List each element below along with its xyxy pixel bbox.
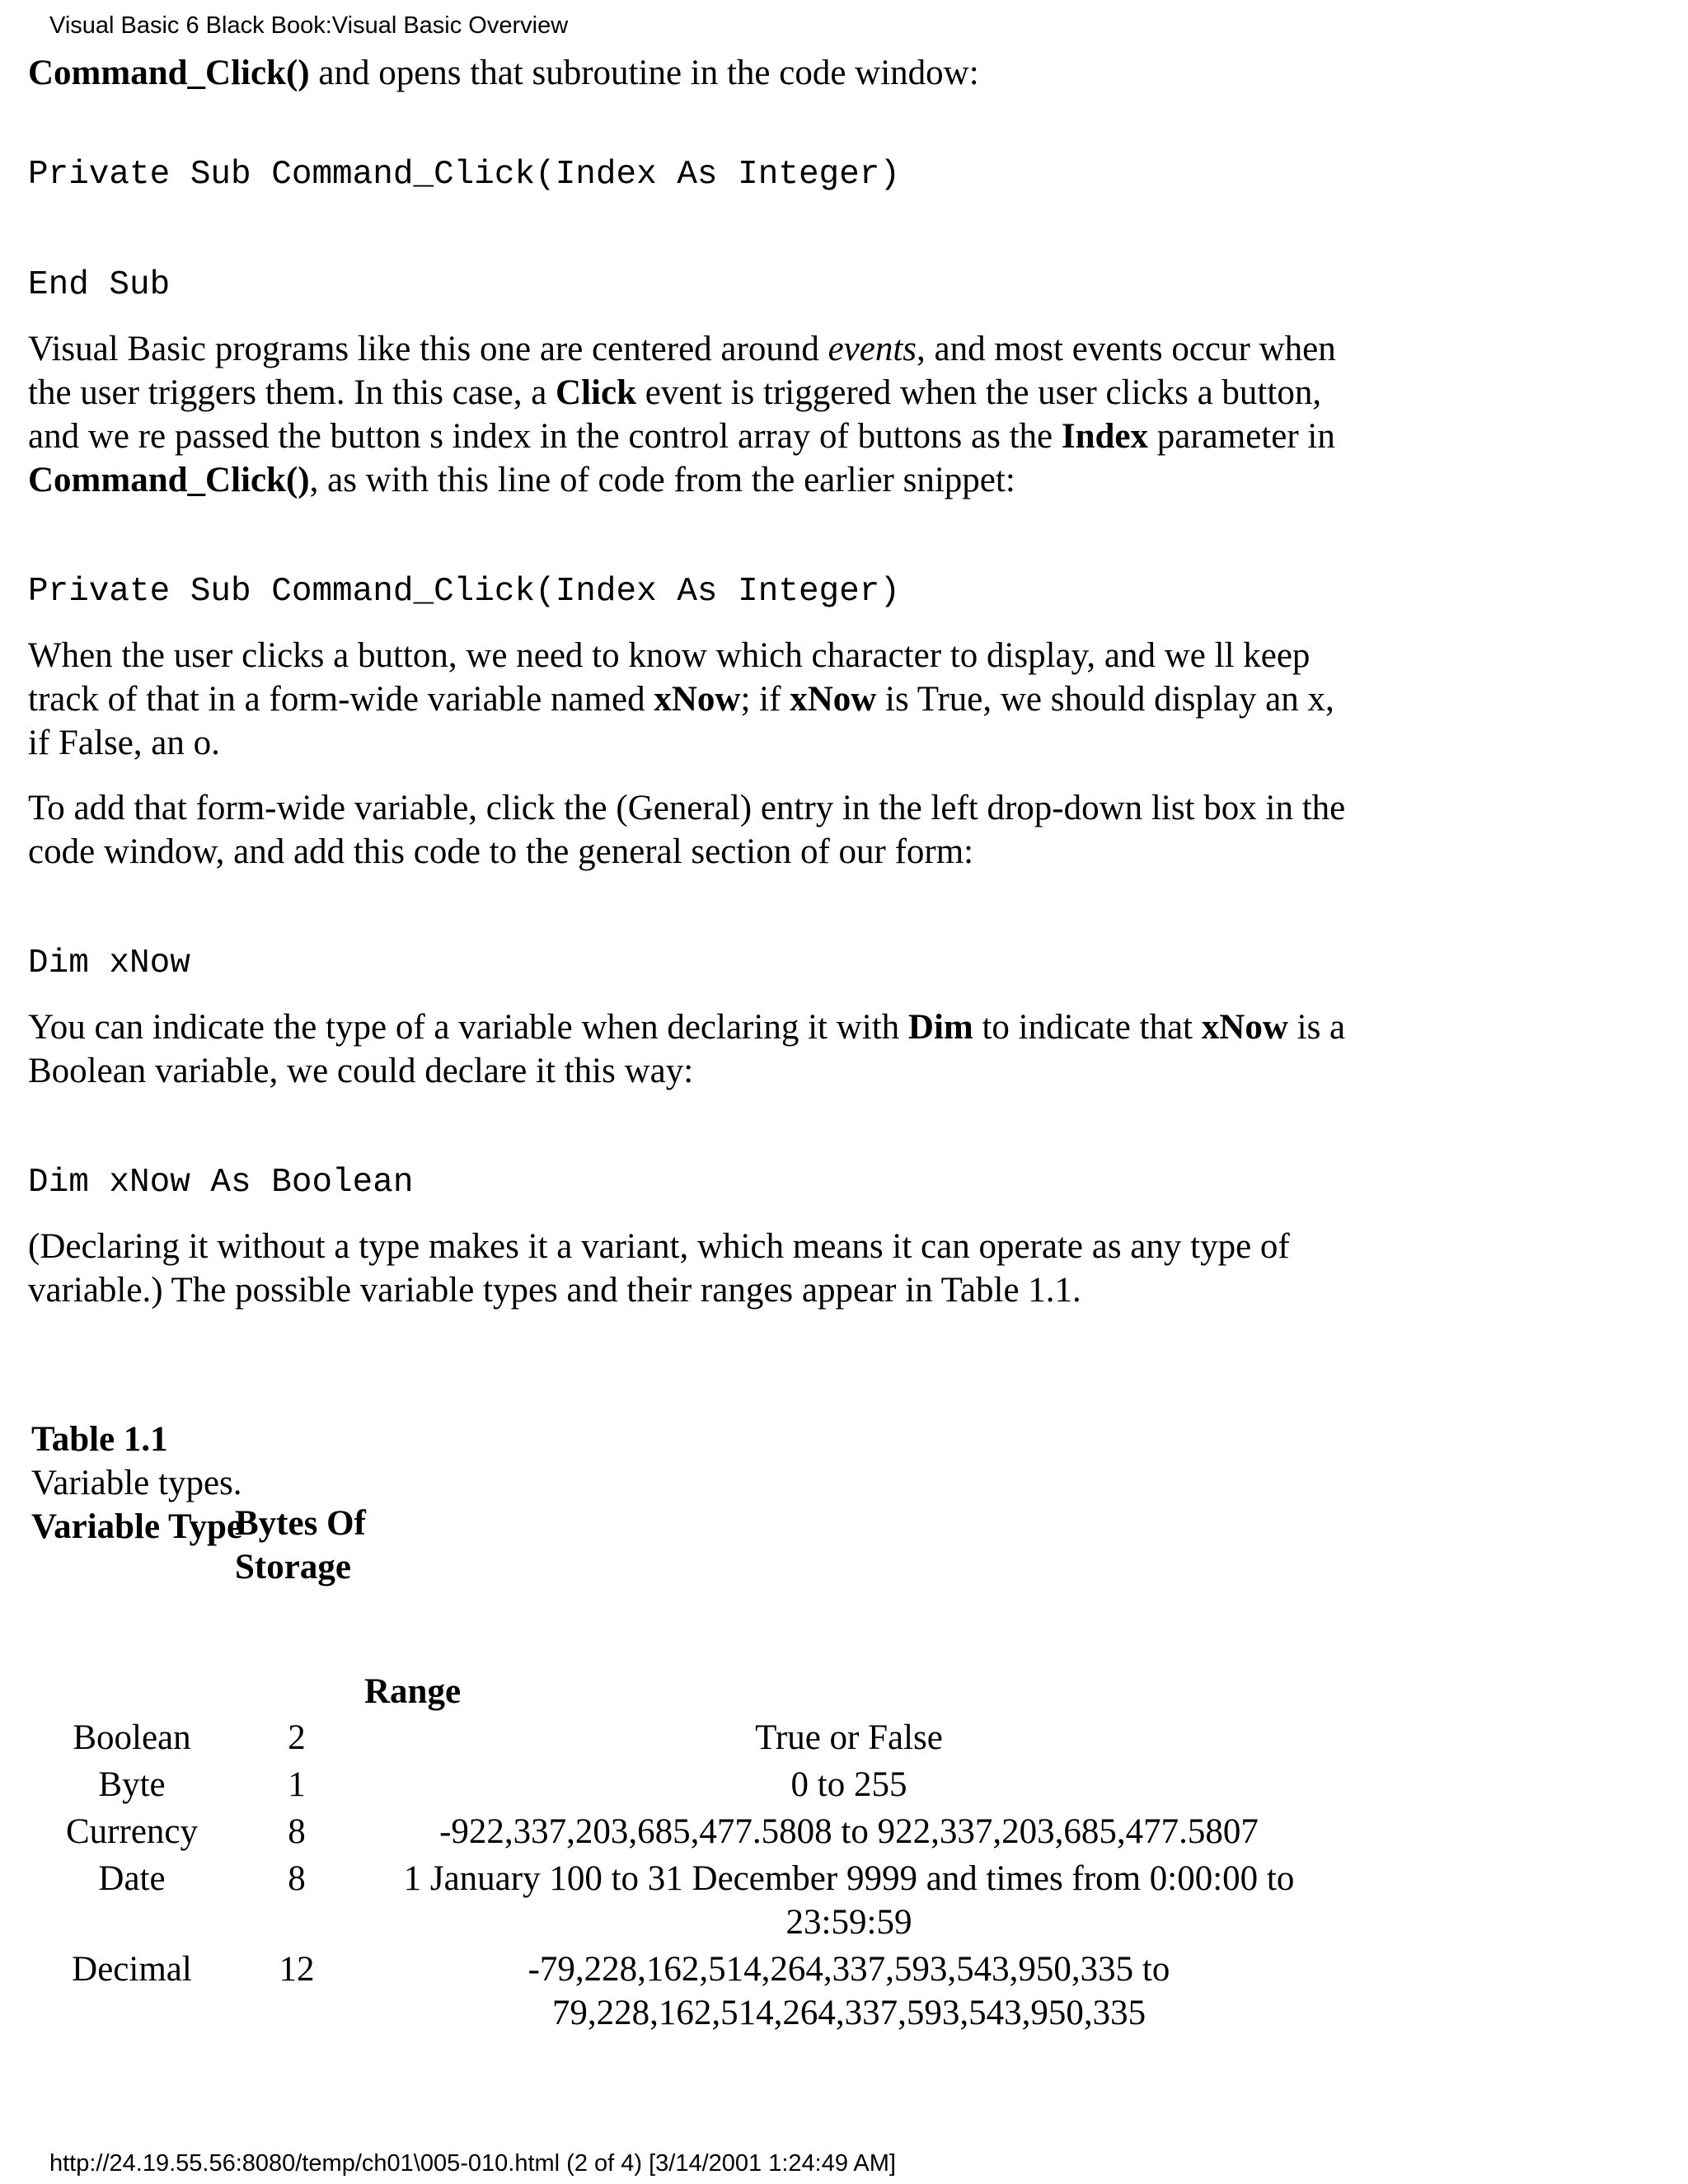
- table-cell-type: Byte: [98, 1765, 166, 1804]
- table-cell-range: 1 January 100 to 31 December 9999 and times from 0:00:00 to 23:59:59: [403, 1859, 1295, 1942]
- table-header-type: Variable Type: [31, 1507, 243, 1546]
- table-caption: [31, 1418, 246, 1549]
- text-run: , as with this line of code from the earlier snippet:: [309, 461, 1015, 499]
- table-cell-bytes: 1: [288, 1765, 306, 1804]
- code-line: Private Sub Command_Click(Index As Integer): [28, 156, 900, 194]
- text-run: parameter in: [1148, 417, 1335, 456]
- table-cell-range: -922,337,203,685,477.5808 to 922,337,203,685,477.5807: [439, 1812, 1259, 1851]
- code-line: End Sub: [28, 266, 171, 304]
- page-body: [28, 51, 1347, 1312]
- bold-run: Command_Click(): [28, 461, 310, 499]
- paragraph-events: [28, 327, 1347, 502]
- paragraph-xnow: [28, 634, 1347, 765]
- table-cell-range: 0 to 255: [790, 1765, 907, 1804]
- table-cell-type: Date: [98, 1859, 166, 1898]
- paragraph-dim: [28, 1005, 1347, 1093]
- table-cell-bytes: 2: [288, 1718, 306, 1757]
- page-footer: http://24.19.55.56:8080/temp/ch01\005-010.html (2 of 4) [3/14/2001 1:24:49 AM]: [49, 2150, 896, 2177]
- text-run: , and most events occur when the user triggers them. In this case, a: [28, 330, 1336, 412]
- table-caption-text: Variable types.: [31, 1464, 242, 1502]
- table-cell-bytes: 8: [288, 1812, 306, 1851]
- text-run: You can indicate the type of a variable when declaring it with: [28, 1008, 908, 1047]
- text-run: When the user clicks a button, we need to know which character to display, and we ll keep track of that in a form-wide variable named: [28, 636, 1311, 719]
- bold-run: xNow: [654, 680, 741, 719]
- intro-text: and opens that subroutine in the code window:: [309, 54, 979, 92]
- paragraph-variant: (Declaring it without a type makes it a variant, which means it can operate as any type of variable.) The possible variable types and their ranges appear in Table 1.1.: [28, 1227, 1290, 1310]
- intro-paragraph: [28, 51, 1347, 95]
- table-cell-range: True or False: [755, 1718, 943, 1757]
- table-header-bytes: Bytes Of Storage: [235, 1504, 366, 1586]
- text-run: to indicate that: [973, 1008, 1202, 1047]
- table-cell-type: Decimal: [72, 1950, 192, 1989]
- bold-run: xNow: [1201, 1008, 1288, 1047]
- code-line: Private Sub Command_Click(Index As Integer): [28, 573, 900, 611]
- table-cell-bytes: 8: [288, 1859, 306, 1898]
- text-run: Visual Basic programs like this one are centered around: [28, 330, 828, 368]
- table-cell-type: Boolean: [73, 1718, 191, 1757]
- bold-run: Index: [1061, 417, 1149, 456]
- code-line: Dim xNow As Boolean: [28, 1164, 414, 1202]
- bold-run: xNow: [790, 680, 877, 719]
- italic-run: events: [828, 330, 917, 368]
- paragraph-general: To add that form-wide variable, click the (General) entry in the left drop-down list box in the code window, and add this code to the general section of our form:: [28, 789, 1346, 871]
- table-caption-title: Table 1.1: [31, 1420, 168, 1459]
- code-line: Dim xNow: [28, 944, 190, 982]
- bold-run: Click: [556, 373, 636, 412]
- text-run: ; if: [740, 680, 790, 719]
- table-header-range: Range: [364, 1672, 462, 1711]
- table-cell-type: Currency: [66, 1812, 198, 1851]
- text-run: is True, we should display an x, if False, an o.: [28, 680, 1334, 762]
- table-cell-bytes: 12: [279, 1950, 315, 1989]
- table-cell-range: -79,228,162,514,264,337,593,543,950,335 to 79,228,162,514,264,337,593,543,950,335: [528, 1950, 1170, 2032]
- text-run: is a Boolean variable, we could declare it this way:: [28, 1008, 1346, 1090]
- intro-bold: Command_Click(): [28, 54, 310, 92]
- text-run: event is triggered when the user clicks a button, and we re passed the button s index in the control array of buttons as the: [28, 373, 1322, 456]
- page-header: Visual Basic 6 Black Book:Visual Basic Overview: [49, 12, 569, 39]
- bold-run: Dim: [907, 1008, 973, 1047]
